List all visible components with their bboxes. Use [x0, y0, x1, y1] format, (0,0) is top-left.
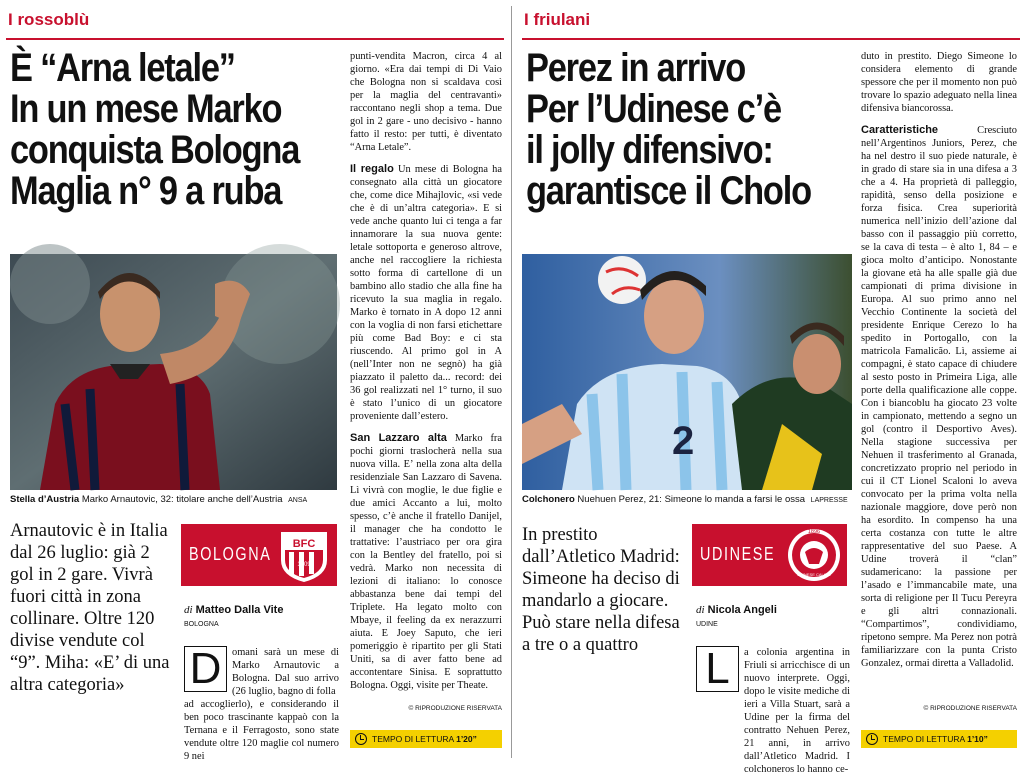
- subhead: San Lazzaro alta: [350, 432, 447, 444]
- article-summary: Arnautovic è in Italia dal 26 luglio: già 2 gol in 2 gare. Vivrà fuori città in zona collinare. Oltre 120 divise vendute col “9”. Miha: «E’ di una altra categoria»: [10, 521, 170, 695]
- byline: [696, 604, 777, 616]
- lead-paragraph: a colonia argentina in Friuli si arricchisce di un nuovo interprete. Oggi, dopo le visite mediche di ieri a Villa Stuart, sarà a Udine per la firma del contratto Nehuen Perez, 21 anni, in arrivo dall’Atletico Madrid. I colchoneros lo hanno ce-: [744, 647, 850, 775]
- reading-time-label: TEMPO DI LETTURA: [883, 734, 965, 744]
- byline-prefix: di: [696, 604, 705, 616]
- reading-time-value: 1’20”: [456, 734, 477, 744]
- headline-line: Per l’Udinese c’è: [526, 87, 781, 131]
- headline-line: Perez in arrivo: [526, 46, 746, 90]
- bologna-crest-icon: [275, 526, 333, 584]
- headline-line: È “Arna letale”: [10, 46, 235, 90]
- lead-text-bottom: [184, 698, 339, 762]
- lead-continuation: ad accoglierlo), e considerando il ben poco trascinante kappaò con la Ternana e il Ferragosto, sono state vendute oltre 120 maglie col numero 9 nei: [184, 699, 339, 762]
- photo-credit: LAPRESSE: [810, 497, 848, 504]
- headline-line: garantisce il Cholo: [526, 169, 811, 213]
- body-paragraph: duto in prestito. Diego Simeone lo considera elemento di grande spessore che per il momento non può trovare lo spazio adeguato nella linea difensiva biancorossa.: [861, 51, 1017, 114]
- badge-text: UDINESE CALCIO: [797, 572, 831, 577]
- reading-time-bar: [350, 730, 502, 748]
- body-column: [861, 50, 1017, 702]
- dateline-place: UDINE: [696, 621, 718, 628]
- headline-line: conquista Bologna: [10, 128, 300, 172]
- club-name: BOLOGNA: [189, 544, 272, 564]
- author-name: Matteo Dalla Vite: [195, 604, 284, 616]
- badge-year: 1896: [807, 529, 821, 535]
- page-divider: [511, 6, 512, 758]
- badge-year: 1909: [297, 562, 311, 568]
- caption-label: Stella d’Austria: [10, 494, 80, 505]
- headline-line: il jolly difensivo:: [526, 128, 773, 172]
- section-rule: [522, 38, 1020, 40]
- club-name: UDINESE: [700, 544, 776, 564]
- udinese-crest-icon: [785, 526, 843, 584]
- copyright-note: © RIPRODUZIONE RISERVATA: [408, 705, 502, 712]
- photo-credit: ANSA: [288, 497, 308, 504]
- photo-caption: [522, 494, 862, 505]
- byline-prefix: di: [184, 604, 193, 616]
- lead-paragraph: omani sarà un mese di Marko Arnautovic a Bologna. Dal suo arrivo (26 luglio, bagno di folla: [232, 647, 339, 697]
- copyright-note: © RIPRODUZIONE RISERVATA: [923, 705, 1017, 712]
- reading-time-label: TEMPO DI LETTURA: [372, 734, 454, 744]
- author-name: Nicola Angeli: [707, 604, 777, 616]
- photo-caption: [10, 494, 350, 505]
- article-summary: In prestito dall’Atletico Madrid: Simeone ha deciso di mandarlo a giocare. Può stare nella difesa a tre o a quattro: [522, 525, 680, 655]
- reading-time-value: 1’10”: [967, 734, 988, 744]
- byline: [184, 604, 283, 616]
- clock-icon: [866, 733, 878, 745]
- dateline-place: BOLOGNA: [184, 621, 219, 628]
- caption-label: Colchonero: [522, 494, 575, 505]
- headline-line: Maglia n° 9 a ruba: [10, 169, 282, 213]
- lead-text: [744, 646, 850, 775]
- reading-time-bar: [861, 730, 1017, 748]
- headline: [10, 48, 298, 212]
- badge-text: BFC: [292, 538, 316, 550]
- subhead: Il regalo: [350, 163, 394, 175]
- caption-text: Nuehuen Perez, 21: Simeone lo manda a farsi le ossa: [577, 494, 806, 505]
- headline: [526, 48, 810, 212]
- headline-line: In un mese Marko: [10, 87, 282, 131]
- lead-text-top: [232, 646, 339, 698]
- club-banner: [181, 524, 337, 586]
- section-label: I friulani: [524, 10, 591, 29]
- subhead: Caratteristiche: [861, 124, 939, 136]
- article-bologna: [0, 0, 508, 764]
- article-udinese: [516, 0, 1024, 775]
- body-paragraph: Marko fra pochi giorni traslocherà nella sua nuova villa. E’ nella zona alta della residenziale San Lazzaro di Savena. Lì vivrà con moglie, le due figlie e due amici Accanto a lui, molto spesso, c’è anche il fratello Danijel, il manager che ha condotto le trattative: l’austriaco per ora gira con la Bentley del fratello, poi si vedrà. Marko non necessita di lezioni di italiano: lo conosce abbastanza bene dai tempi del Triplete. Ha legato molto con Mbaye, il feeling da ex nerazzurri aiuta. E Joey Saputo, che ieri pomeriggio è ripartito per gli Stati Uniti, sa di aver fatto bene ad accontentare Sinisa. E soprattutto Bologna. Oggi, visite per Theate.: [350, 433, 502, 691]
- body-paragraph: punti-vendita Macron, circa 4 al giorno. «Era dai tempi di Di Vaio che Bologna non si scaldava così per la maglia del centravanti» raccontano negli shop a tema. Due gol in 2 gare - uno decisivo - hanno fatto il resto: per tutti, è diventato “Arna Letale”.: [350, 51, 502, 153]
- clock-icon: [355, 733, 367, 745]
- drop-cap: L: [696, 646, 739, 692]
- drop-cap: D: [184, 646, 227, 692]
- section-label: I rossoblù: [8, 10, 90, 29]
- body-paragraph: Cresciuto nell’Argentinos Juniors, Perez, che ha nel destro il suo piede naturale, è in grado di stare sia in una difesa a 3 che a 4. Ha proprietà di palleggio, rapidità, senso della posizione e forza fisica. Crea superiorità numerica nell’inizio dell’azione dal basso con il passaggio più corretto, se la cava di testa – è alto 1, 84 – e gioca molto d’anticipo. Nonostante la giovane età ha alle spalle già due campionati di prima divisione in Europa. Al suo primo anno nel Vecchio Continente la società del presidente Enrique Cerezo lo ha spedito in Portogallo, con la matricola Famalicão. Lì, assieme ai compagni, è stato capace di chiudere al sesto posto in Primeira Liga, alle porte della qualificazione alle coppe. Con i biancoblu ha giocato 23 volte in campionato, mettendo a segno un gol (contro il Desportivo Aves). Nella stagione successiva per Nehuen il trasferimento al Granada, concretizzato proprio nel periodo in cui il CT Lionel Scaloni lo aveva convocato per la prima volta nella nazionale maggiore, dove però non ha esordito. In compenso ha una certa costanza con tutte le altre rappresentative del suo Paese. A Udine troverà il “clan” sudamericano: la passione per l’asado e l’immancabile mate, una sorta di religione per Il Tucu Pereyra e gli altri connazionali. “Compartimos”, condividiamo, ripetono sempre. Ma Perez non potrà familiarizzare con la punta Cristo Gonzalez, ormai diretta a Valladolid.: [861, 125, 1017, 669]
- article-photo: [522, 254, 852, 490]
- club-banner: [692, 524, 847, 586]
- section-rule: [6, 38, 504, 40]
- svg-text:2: 2: [672, 419, 695, 463]
- article-photo: [10, 254, 337, 490]
- body-column: [350, 50, 502, 738]
- caption-text: Marko Arnautovic, 32: titolare anche dell’Austria: [81, 494, 283, 505]
- body-paragraph: Un mese di Bologna ha consegnato alla città un giocatore che, come dice Mihajlovic, «si vede che è di un’altra categoria». E si vede anche quanto lui ci tenga a far innamorare la sua nuova gente: letale sottoporta e generoso altrove, anche nel raccogliere la richiesta sotto forma di cartellone di un bambino allo stadio che alla fine ha ricevuto la sua maglia in regalo. Marko è tornato in A dopo 12 anni con la voglia di non farsi etichettare più come Bad Boy: e ci sta riuscendo. Al primo gol in A (nell’Inter non ne segnò) ha già piazzato il paletto da... record: dei 36 gol realizzati nel 1° turno, il suo è stato l’unico di un giocatore proveniente dall’estero.: [350, 164, 502, 422]
